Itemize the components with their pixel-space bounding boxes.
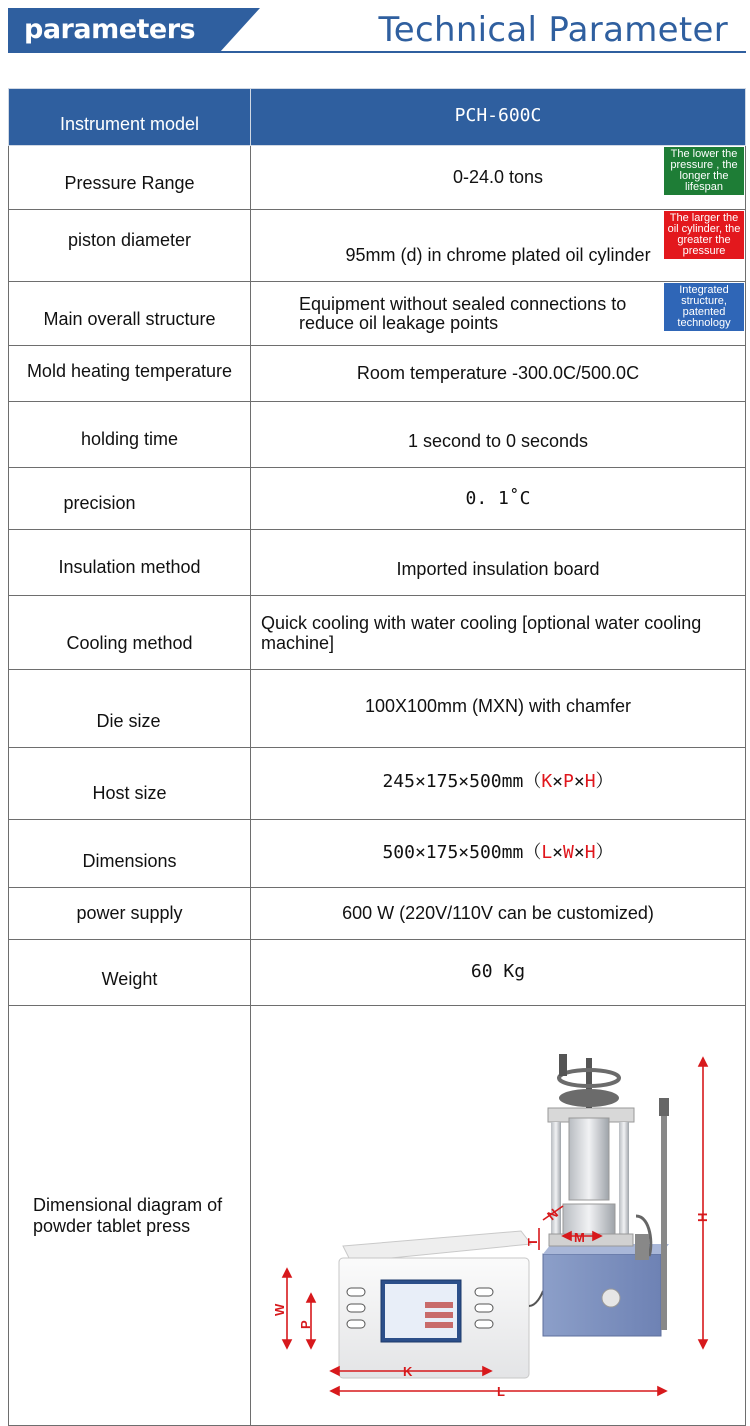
dim-h-label: H — [695, 1212, 710, 1222]
row-value: Room temperature -300.0C/500.0C — [251, 346, 746, 402]
row-value: 245×175×500mm（K×P×H） — [251, 748, 746, 820]
row-label: power supply — [9, 888, 251, 940]
table-row-diagram — [9, 1006, 746, 1426]
dimensional-diagram — [251, 1006, 746, 1420]
dim-k-label: K — [403, 1364, 413, 1379]
row-label: Insulation method — [9, 530, 251, 596]
table-row — [9, 940, 746, 1006]
row-label: piston diameter — [9, 210, 251, 282]
badge-stripe — [220, 8, 260, 52]
table-row — [9, 146, 746, 210]
header-label: Instrument model — [9, 89, 251, 146]
row-label: holding time — [9, 402, 251, 468]
row-value — [251, 210, 746, 282]
dim-letter-w: W — [563, 841, 574, 863]
table-row — [9, 820, 746, 888]
controller-box — [339, 1231, 543, 1378]
table-header-row — [9, 89, 746, 146]
dim-p-label: P — [298, 1320, 313, 1329]
row-value: 0. 1˚C — [251, 468, 746, 530]
dim-letter-k: K — [541, 770, 553, 792]
table-row — [9, 748, 746, 820]
table-row — [9, 670, 746, 748]
header-divider — [8, 51, 746, 53]
diagram-cell — [251, 1006, 746, 1426]
table-row — [9, 282, 746, 346]
row-value: Imported insulation board — [251, 530, 746, 596]
row-value — [251, 146, 746, 210]
row-value-text: 95mm (d) in chrome plated oil cylinder — [345, 245, 651, 265]
dim-n-label: N — [544, 1205, 561, 1224]
section-badge: parameters — [8, 8, 220, 52]
dim-letter-h: H — [584, 841, 596, 863]
table-row — [9, 402, 746, 468]
table-row — [9, 210, 746, 282]
row-label: Main overall structure — [9, 282, 251, 346]
row-label: Dimensions — [9, 820, 251, 888]
row-label: Weight — [9, 940, 251, 1006]
table-row — [9, 596, 746, 670]
model-value: PCH-600C — [251, 89, 746, 146]
row-label: Cooling method — [9, 596, 251, 670]
row-value-text: 0-24.0 tons — [452, 167, 544, 187]
row-label: Mold heating temperature — [9, 346, 251, 402]
row-label: Die size — [9, 670, 251, 748]
row-value: 1 second to 0 seconds — [251, 402, 746, 468]
row-label: Pressure Range — [9, 146, 251, 210]
page-header — [0, 0, 750, 62]
table-row — [9, 468, 746, 530]
table-row — [9, 346, 746, 402]
table-row — [9, 530, 746, 596]
dimensions-dims: 500×175×500mm（ — [382, 841, 542, 863]
page-title: Technical Parameter — [378, 10, 728, 50]
note-badge: Integrated structure, patented technology — [664, 283, 744, 331]
row-value: 500×175×500mm（L×W×H） — [251, 820, 746, 888]
dimensions-close: ） — [595, 841, 614, 863]
row-value: 100X100mm (MXN) with chamfer — [251, 670, 746, 748]
dim-letter-p: P — [563, 770, 574, 792]
host-size-dims: 245×175×500mm（ — [382, 770, 542, 792]
spec-table — [8, 88, 746, 1426]
dim-m-label: M — [574, 1230, 585, 1245]
dim-t-label: T — [525, 1238, 540, 1246]
host-size-close: ） — [595, 770, 614, 792]
dim-l-label: L — [497, 1384, 505, 1399]
row-value: Quick cooling with water cooling [optional water cooling machine] — [251, 596, 746, 670]
dim-letter-h: H — [584, 770, 596, 792]
diagram-label: Dimensional diagram of powder tablet press — [9, 1006, 251, 1426]
note-badge: The larger the oil cylinder, the greater the pressure — [664, 211, 744, 259]
row-value: 600 W (220V/110V can be customized) — [251, 888, 746, 940]
row-value — [251, 282, 746, 346]
row-label: precision — [9, 468, 251, 530]
dim-w-label: W — [272, 1303, 287, 1316]
press-machine — [543, 1054, 669, 1336]
row-label: Host size — [9, 748, 251, 820]
dim-letter-l: L — [541, 841, 553, 863]
row-value: 60 Kg — [251, 940, 746, 1006]
table-row — [9, 888, 746, 940]
row-value-text: Equipment without sealed connections to reduce oil leakage points — [299, 293, 627, 333]
note-badge: The lower the pressure , the longer the lifespan — [664, 147, 744, 195]
